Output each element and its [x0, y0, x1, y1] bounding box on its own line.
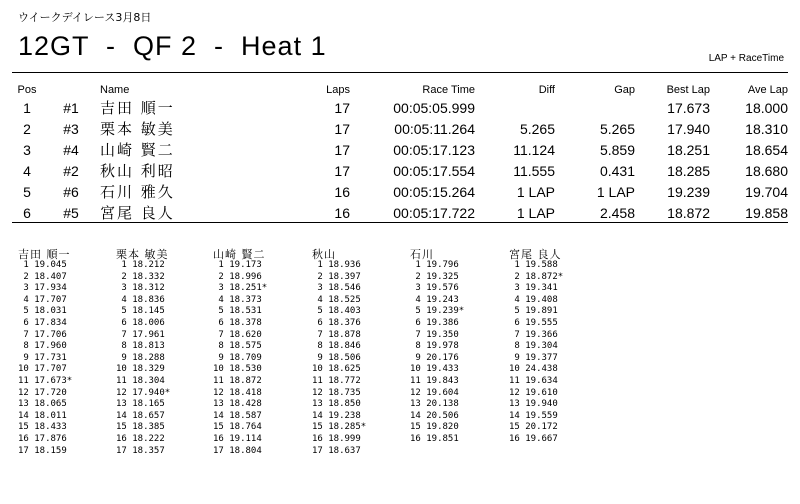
lap-time: 3 18.251* — [213, 283, 268, 294]
lap-list — [410, 260, 520, 446]
result-ave-lap: 18.310 — [745, 120, 788, 137]
result-name: 石川 雅久 — [100, 183, 175, 201]
result-gap: 5.859 — [599, 141, 635, 158]
result-ave-lap: 18.654 — [745, 141, 788, 158]
lap-column-driver: 栗本 敏美 — [116, 248, 169, 261]
lap-time: 6 19.386 — [410, 317, 459, 328]
result-row — [12, 97, 788, 118]
lap-time: 7 19.366 — [509, 329, 558, 340]
lap-time: 2 18.332 — [116, 271, 165, 282]
lap-time: 7 18.620 — [213, 329, 262, 340]
result-row — [12, 181, 788, 202]
result-number: #2 — [63, 162, 79, 179]
result-laps: 17 — [334, 120, 350, 137]
result-laps: 17 — [334, 99, 350, 116]
lap-list — [213, 260, 323, 457]
result-best-lap: 17.940 — [667, 120, 710, 137]
lap-time: 3 18.546 — [312, 283, 361, 294]
report-mode: LAP + RaceTime — [708, 53, 784, 64]
lap-time: 4 18.836 — [116, 294, 165, 305]
lap-time: 16 19.667 — [509, 433, 558, 444]
lap-time: 2 19.325 — [410, 271, 459, 282]
result-race-time: 00:05:17.722 — [393, 204, 475, 221]
lap-time: 1 19.796 — [410, 260, 459, 270]
lap-time: 5 19.891 — [509, 306, 558, 317]
lap-time: 13 18.428 — [213, 399, 262, 410]
result-name: 宮尾 良人 — [100, 204, 175, 222]
lap-time: 15 20.172 — [509, 422, 558, 433]
lap-column-driver: 吉田 順一 — [18, 248, 71, 261]
lap-time: 10 19.433 — [410, 364, 459, 375]
lap-column-driver: 宮尾 良人 — [509, 248, 562, 261]
result-diff: 1 LAP — [516, 204, 555, 221]
result-gap — [555, 97, 635, 118]
result-ave-lap: 19.704 — [745, 183, 788, 200]
lap-time: 11 18.872 — [213, 375, 262, 386]
lap-time: 12 19.604 — [410, 387, 459, 398]
lap-time: 13 18.065 — [18, 399, 67, 410]
lap-column — [312, 246, 422, 457]
lap-time: 14 20.506 — [410, 410, 459, 421]
result-row — [12, 139, 788, 160]
lap-time: 2 18.407 — [18, 271, 67, 282]
lap-time: 9 19.377 — [509, 352, 558, 363]
lap-time: 3 17.934 — [18, 283, 67, 294]
result-best-lap: 18.251 — [667, 141, 710, 158]
lap-column-driver: 秋山 — [312, 248, 336, 261]
lap-time: 12 19.610 — [509, 387, 558, 398]
lap-time: 10 18.329 — [116, 364, 165, 375]
top-divider — [12, 72, 788, 73]
lap-time: 2 18.996 — [213, 271, 262, 282]
col-laps: Laps — [326, 84, 350, 96]
result-number: #6 — [63, 183, 79, 200]
result-ave-lap: 18.000 — [745, 99, 788, 116]
lap-time: 11 17.673* — [18, 375, 73, 386]
lap-time: 8 18.846 — [312, 341, 361, 352]
results-header-row — [12, 83, 788, 97]
lap-list — [116, 260, 226, 457]
result-race-time: 00:05:17.123 — [393, 141, 475, 158]
col-gap: Gap — [614, 84, 635, 96]
lap-time: 12 17.940* — [116, 387, 171, 398]
col-best-lap: Best Lap — [666, 84, 710, 96]
result-pos: 5 — [23, 183, 31, 200]
lap-time: 15 19.820 — [410, 422, 459, 433]
lap-time: 11 18.772 — [312, 375, 361, 386]
lap-time: 17 18.804 — [213, 445, 262, 456]
lap-time: 6 18.006 — [116, 317, 165, 328]
lap-time: 3 19.341 — [509, 283, 558, 294]
result-pos: 1 — [23, 99, 31, 116]
lap-time: 4 19.243 — [410, 294, 459, 305]
result-race-time: 00:05:15.264 — [393, 183, 475, 200]
lap-time: 5 18.031 — [18, 306, 67, 317]
result-number: #5 — [63, 204, 79, 221]
result-row — [12, 160, 788, 181]
result-gap: 5.265 — [599, 120, 635, 137]
lap-time: 7 17.706 — [18, 329, 67, 340]
result-row — [12, 118, 788, 139]
col-pos: Pos — [17, 84, 37, 96]
result-diff: 1 LAP — [516, 183, 555, 200]
lap-column — [116, 246, 226, 457]
lap-time: 10 17.707 — [18, 364, 67, 375]
result-laps: 16 — [334, 204, 350, 221]
lap-time: 8 19.304 — [509, 341, 558, 352]
lap-time: 11 19.843 — [410, 375, 459, 386]
result-best-lap: 18.872 — [667, 204, 710, 221]
lap-time: 9 17.731 — [18, 352, 67, 363]
col-ave-lap: Ave Lap — [747, 84, 788, 96]
lap-time: 16 19.114 — [213, 433, 262, 444]
lap-time: 9 18.288 — [116, 352, 165, 363]
bottom-divider — [12, 222, 788, 223]
result-ave-lap: 19.858 — [745, 204, 788, 221]
results-table — [12, 83, 788, 223]
result-laps: 17 — [334, 141, 350, 158]
lap-time: 9 18.709 — [213, 352, 262, 363]
lap-time: 3 18.312 — [116, 283, 165, 294]
lap-time: 11 19.634 — [509, 375, 558, 386]
result-gap: 1 LAP — [596, 183, 635, 200]
lap-time: 16 18.999 — [312, 433, 361, 444]
lap-list — [312, 260, 422, 457]
lap-time: 13 20.138 — [410, 399, 459, 410]
lap-time: 16 18.222 — [116, 433, 165, 444]
lap-time: 17 18.357 — [116, 445, 165, 456]
result-diff — [475, 97, 555, 118]
lap-time: 14 18.657 — [116, 410, 165, 421]
lap-time: 6 17.834 — [18, 317, 67, 328]
lap-time: 12 17.720 — [18, 387, 67, 398]
lap-time: 8 19.978 — [410, 341, 459, 352]
lap-column — [18, 246, 128, 457]
lap-time: 15 18.764 — [213, 422, 262, 433]
lap-list — [18, 260, 128, 457]
lap-time: 14 19.238 — [312, 410, 361, 421]
lap-time: 4 18.373 — [213, 294, 262, 305]
result-number: #4 — [63, 141, 79, 158]
lap-time: 5 18.531 — [213, 306, 262, 317]
result-diff: 5.265 — [519, 120, 555, 137]
result-name: 吉田 順一 — [100, 99, 175, 117]
lap-time: 4 17.707 — [18, 294, 67, 305]
lap-time: 6 19.555 — [509, 317, 558, 328]
result-gap: 0.431 — [599, 162, 635, 179]
lap-time: 8 17.960 — [18, 341, 67, 352]
result-race-time: 00:05:05.999 — [393, 99, 475, 116]
lap-time: 8 18.575 — [213, 341, 262, 352]
col-number — [42, 83, 100, 97]
result-pos: 4 — [23, 162, 31, 179]
lap-list — [509, 260, 619, 446]
lap-time: 14 18.587 — [213, 410, 262, 421]
lap-time: 4 18.525 — [312, 294, 361, 305]
result-name: 秋山 利昭 — [100, 162, 175, 180]
lap-time: 15 18.433 — [18, 422, 67, 433]
lap-time: 16 19.851 — [410, 433, 459, 444]
result-diff: 11.555 — [513, 162, 555, 179]
result-pos: 3 — [23, 141, 31, 158]
lap-time: 9 20.176 — [410, 352, 459, 363]
lap-time: 14 19.559 — [509, 410, 558, 421]
lap-time: 6 18.378 — [213, 317, 262, 328]
result-laps: 16 — [334, 183, 350, 200]
result-best-lap: 18.285 — [667, 162, 710, 179]
col-diff: Diff — [538, 84, 555, 96]
lap-time: 15 18.385 — [116, 422, 165, 433]
result-best-lap: 17.673 — [667, 99, 710, 116]
result-race-time: 00:05:11.264 — [394, 120, 475, 137]
lap-time: 5 18.145 — [116, 306, 165, 317]
result-laps: 17 — [334, 162, 350, 179]
result-best-lap: 19.239 — [667, 183, 710, 200]
result-diff: 11.124 — [513, 141, 555, 158]
lap-column — [509, 246, 619, 446]
col-name: Name — [100, 84, 130, 96]
result-row — [12, 202, 788, 223]
result-pos: 2 — [23, 120, 31, 137]
lap-time: 10 18.530 — [213, 364, 262, 375]
result-name: 山崎 賢二 — [100, 141, 175, 159]
lap-time: 3 19.576 — [410, 283, 459, 294]
lap-column-driver: 山崎 賢二 — [213, 248, 266, 261]
result-race-time: 00:05:17.554 — [393, 162, 475, 179]
lap-time: 12 18.418 — [213, 387, 262, 398]
lap-time: 5 19.239* — [410, 306, 465, 317]
race-subtitle: ウイークデイレース3月8日 — [18, 11, 152, 24]
lap-time: 11 18.304 — [116, 375, 165, 386]
lap-column-driver: 石川 — [410, 248, 434, 261]
lap-time: 7 18.878 — [312, 329, 361, 340]
lap-time: 17 18.159 — [18, 445, 67, 456]
lap-time: 10 18.625 — [312, 364, 361, 375]
lap-time: 12 18.735 — [312, 387, 361, 398]
result-gap: 2.458 — [599, 204, 635, 221]
lap-time: 13 18.165 — [116, 399, 165, 410]
result-number: #1 — [63, 99, 79, 116]
lap-time: 1 19.173 — [213, 260, 262, 270]
lap-time: 1 18.936 — [312, 260, 361, 270]
lap-time: 14 18.011 — [18, 410, 67, 421]
result-pos: 6 — [23, 204, 31, 221]
lap-time: 10 24.438 — [509, 364, 558, 375]
lap-time: 9 18.506 — [312, 352, 361, 363]
result-name: 栗本 敏美 — [100, 120, 175, 138]
lap-time: 8 18.813 — [116, 341, 165, 352]
lap-time: 4 19.408 — [509, 294, 558, 305]
lap-time: 15 18.285* — [312, 422, 367, 433]
lap-time: 5 18.403 — [312, 306, 361, 317]
lap-time: 1 19.588 — [509, 260, 558, 270]
lap-time: 7 17.961 — [116, 329, 165, 340]
col-race-time: Race Time — [422, 84, 475, 96]
lap-time: 13 18.850 — [312, 399, 361, 410]
lap-time: 2 18.872* — [509, 271, 564, 282]
lap-time: 1 19.045 — [18, 260, 67, 270]
lap-column — [410, 246, 520, 446]
result-ave-lap: 18.680 — [745, 162, 788, 179]
race-title: 12GT - QF 2 - Heat 1 — [18, 31, 327, 61]
lap-time: 2 18.397 — [312, 271, 361, 282]
lap-time: 6 18.376 — [312, 317, 361, 328]
lap-time: 13 19.940 — [509, 399, 558, 410]
lap-column — [213, 246, 323, 457]
result-number: #3 — [63, 120, 79, 137]
lap-time: 16 17.876 — [18, 433, 67, 444]
lap-time: 1 18.212 — [116, 260, 165, 270]
lap-time: 7 19.350 — [410, 329, 459, 340]
lap-time: 17 18.637 — [312, 445, 361, 456]
